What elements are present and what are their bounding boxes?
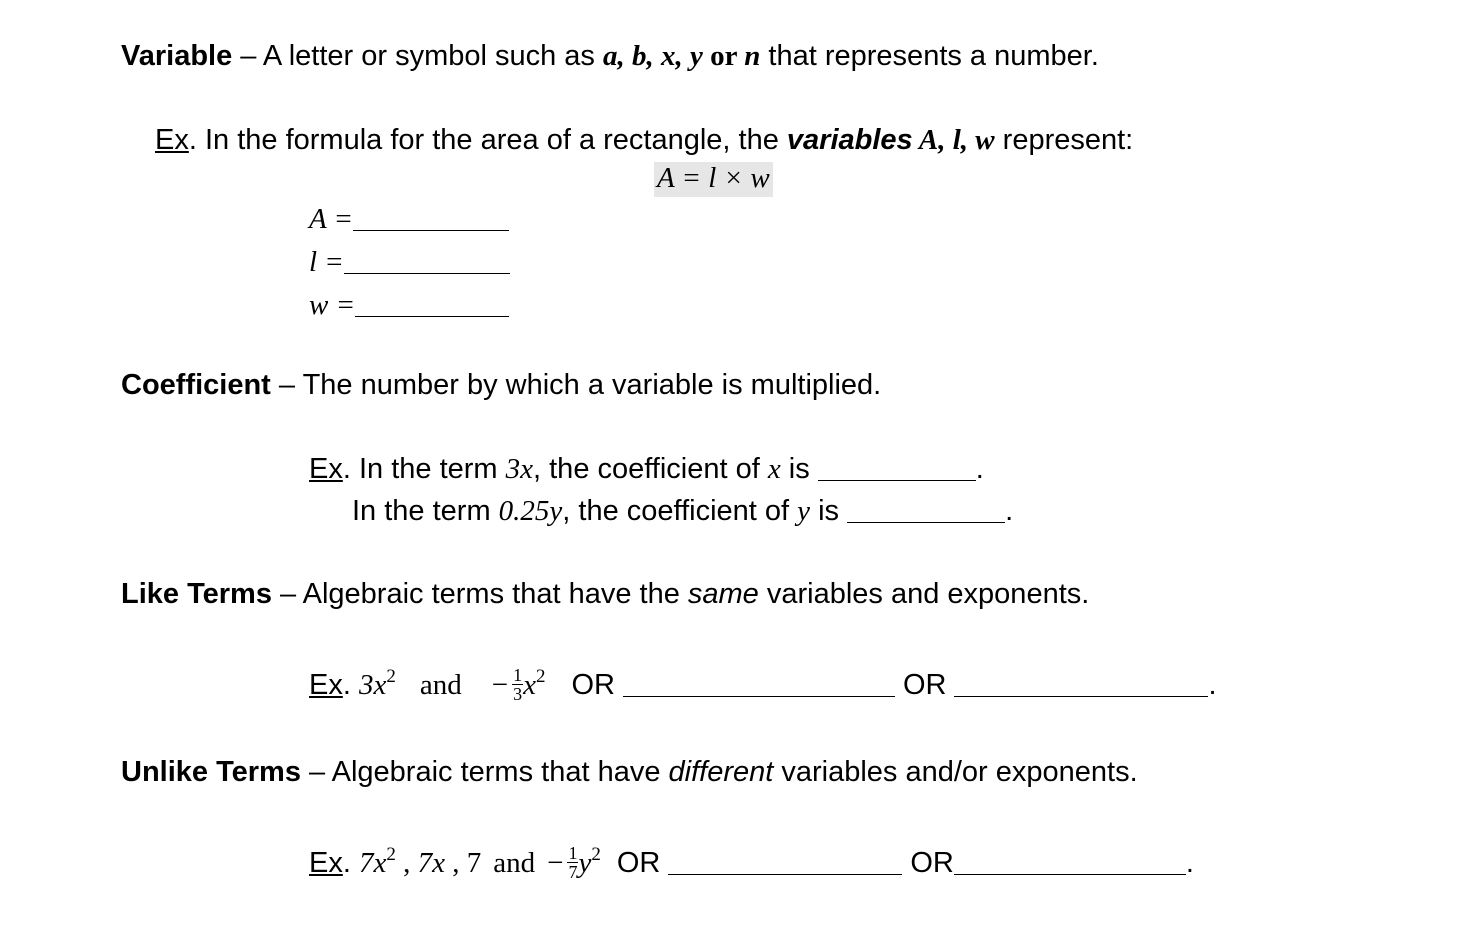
fraction-one-third: $\frac{1}{3}$ <box>513 665 523 704</box>
answer-row-l: l = <box>309 248 510 277</box>
example-label: Ex <box>309 847 343 880</box>
like-terms-definition: Like Terms – Algebraic terms that have the same variables and exponents. <box>121 578 1090 610</box>
coefficient-example-2: In the term 0.25y, the coefficient of y is . <box>352 495 1014 527</box>
answer-blank[interactable] <box>847 498 1005 523</box>
answer-blank[interactable] <box>623 672 895 697</box>
coefficient-term: Coefficient <box>121 369 271 401</box>
like-terms-example: Ex. $3x^2$ and − $\frac{1}{3}$ $x^2$ OR OR . <box>309 665 1217 704</box>
coefficient-example-1: Ex. In the term 3x, the coefficient of x is . <box>309 453 984 485</box>
unlike-terms-term: Unlike Terms <box>121 756 301 788</box>
area-formula: A = l × w <box>654 162 773 197</box>
unlike-terms-definition: Unlike Terms – Algebraic terms that have different variables and/or exponents. <box>121 756 1138 788</box>
example-label: Ex <box>309 453 343 485</box>
variable-definition: Variable – A letter or symbol such as a, b, x, y or n that represents a number. <box>121 40 1099 72</box>
answer-blank[interactable] <box>954 672 1208 697</box>
answer-blank[interactable] <box>353 206 509 231</box>
variable-term: Variable <box>121 40 233 72</box>
answer-blank[interactable] <box>818 456 976 481</box>
fraction-one-seventh: $\frac{1}{7}$ <box>568 843 578 882</box>
answer-row-w: w = <box>309 291 509 320</box>
example-label: Ex <box>309 669 343 702</box>
answer-blank[interactable] <box>668 850 902 875</box>
answer-blank[interactable] <box>355 292 509 317</box>
answer-blank[interactable] <box>344 249 510 274</box>
variable-symbols: a, b, x, y <box>603 40 703 72</box>
coefficient-definition: Coefficient – The number by which a variable is multiplied. <box>121 369 882 401</box>
unlike-terms-example: Ex. $7x^2$ , 7x , 7 and − $\frac{1}{7}$ $y^2$ OR OR . <box>309 843 1194 882</box>
answer-blank[interactable] <box>954 850 1186 875</box>
example-label: Ex <box>155 124 189 156</box>
like-terms-term: Like Terms <box>121 578 272 610</box>
variable-example: Ex. In the formula for the area of a rectangle, the variables A, l, w represent: <box>155 124 1134 156</box>
answer-row-A: A = <box>309 205 509 234</box>
